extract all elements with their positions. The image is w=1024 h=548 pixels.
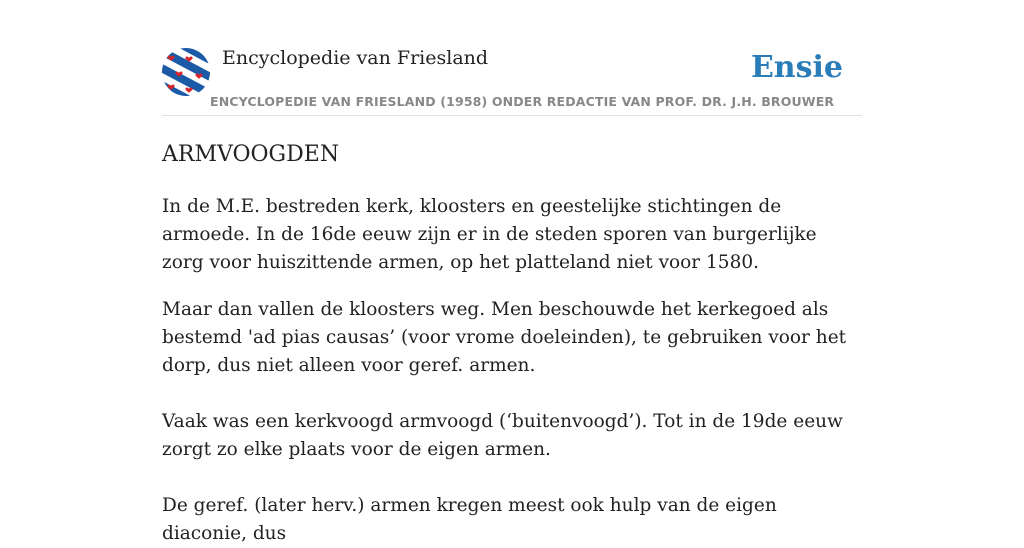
site-subtitle: ENCYCLOPEDIE VAN FRIESLAND (1958) ONDER REDACTIE VAN PROF. DR. J.H. BROUWER bbox=[210, 94, 835, 109]
article-paragraph-1: In de M.E. bestreden kerk, kloosters en geestelijke stichtingen de armoede. In de 16de eeuw zijn er in de steden sporen van burgerlijke zorg voor huiszittende armen, op het platteland niet voor 1580. bbox=[162, 196, 817, 273]
ensie-brand-logo[interactable]: Ensie bbox=[750, 50, 843, 85]
site-title[interactable]: Encyclopedie van Friesland bbox=[222, 47, 489, 69]
page bbox=[162, 0, 862, 548]
article-paragraph-3: Vaak was een kerkvoogd armvoogd (‘buitenvoogd’). Tot in de 19de eeuw zorgt zo elke plaats voor de eigen armen. bbox=[162, 411, 843, 460]
article-title: ARMVOOGDEN bbox=[162, 142, 340, 167]
article-paragraph-4: De geref. (later herv.) armen kregen meest ook hulp van de eigen diaconie, dus bbox=[162, 495, 777, 544]
article-paragraph-2: Maar dan vallen de kloosters weg. Men beschouwde het kerkegoed als bestemd 'ad pias causas’ (voor vrome doeleinden), te gebruiken voor het dorp, dus niet alleen voor geref. armen. bbox=[162, 299, 847, 376]
frisian-flag-logo-icon[interactable] bbox=[162, 48, 210, 96]
site-header bbox=[162, 46, 862, 116]
